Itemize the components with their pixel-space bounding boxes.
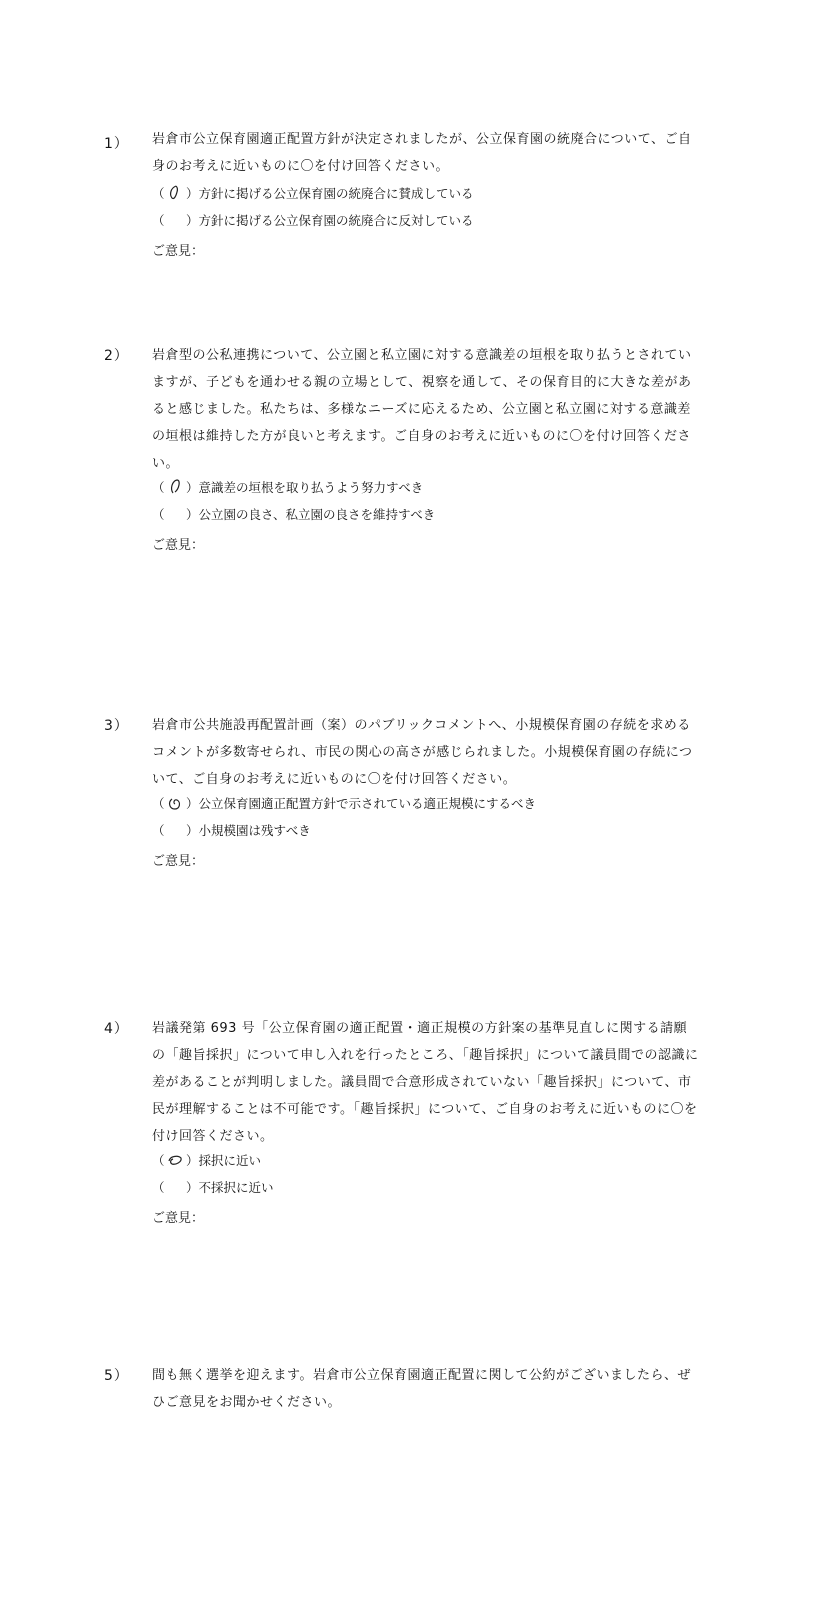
opinion-label: ご意見： — [152, 538, 205, 553]
question-number: 1） — [104, 136, 129, 152]
option-rejection[interactable]: （ ）不採択に近い — [152, 1180, 274, 1195]
handwritten-circle-mark-icon — [164, 795, 186, 815]
question-text: 岩倉市公共施設再配置計画（案）のパブリックコメントへ、小規模保育園の存続を求めるコメントが多数寄せられ、市民の関心の高さが感じられました。小規模保育園の存続について、ご自身のお考えに近いものに〇を付け回答ください。 — [152, 718, 693, 787]
question-number: 2） — [104, 348, 129, 364]
option-adoption[interactable]: （ ）採択に近い — [152, 1150, 261, 1172]
question-text: 間も無く選挙を迎えます。岩倉市公立保育園適正配置に関して公約がございましたら、ぜひご意見をお聞かせください。 — [152, 1368, 691, 1410]
question-number: 5） — [104, 1368, 129, 1384]
question-text: 岩倉市公立保育園適正配置方針が決定されましたが、公立保育園の統廃合について、ご自身のお考えに近いものに〇を付け回答ください。 — [152, 132, 692, 174]
question-text: 岩倉型の公私連携について、公立園と私立園に対する意識差の垣根を取り払うとされていますが、子どもを通わせる親の立場として、視察を通して、その保育目的に大きな差があると感じました。私たちは、多様なニーズに応えるため、公立園と私立園に対する意識差の垣根は維持した方が良いと考えます。ご自身のお考えに近いものに〇を付け回答ください。 — [152, 348, 692, 471]
handwritten-circle-mark-icon — [164, 1152, 186, 1172]
opinion-label: ご意見： — [152, 854, 205, 869]
opinion-label: ご意見： — [152, 244, 205, 259]
option-keep-small[interactable]: （ ）小規模園は残すべき — [152, 823, 311, 838]
option-oppose[interactable]: （ ）方針に掲げる公立保育園の統廃合に反対している — [152, 213, 474, 228]
handwritten-circle-mark-icon — [164, 185, 186, 205]
question-text: 岩議発第 693 号「公立保育園の適正配置・適正規模の方針案の基準見直しに関する請願の「趣旨採択」について申し入れを行ったところ、「趣旨採択」について議員間での認識に差があることが判明しました。議員間で合意形成されていない「趣旨採択」について、市民が理解することは不可能です。「趣旨採択」について、ご自身のお考えに近いものに〇を付け回答ください。 — [152, 1021, 699, 1144]
opinion-label: ご意見： — [152, 1211, 205, 1226]
handwritten-circle-mark-icon — [164, 479, 186, 499]
option-maintain-both[interactable]: （ ）公立園の良さ、私立園の良さを維持すべき — [152, 507, 436, 522]
option-agree[interactable]: （ ）方針に掲げる公立保育園の統廃合に賛成している — [152, 183, 474, 205]
question-number: 3） — [104, 718, 129, 734]
question-number: 4） — [104, 1021, 129, 1037]
option-appropriate-scale[interactable]: （ ）公立保育園適正配置方針で示されている適正規模にするべき — [152, 793, 536, 815]
option-remove-barrier[interactable]: （ ）意識差の垣根を取り払うよう努力すべき — [152, 477, 423, 499]
